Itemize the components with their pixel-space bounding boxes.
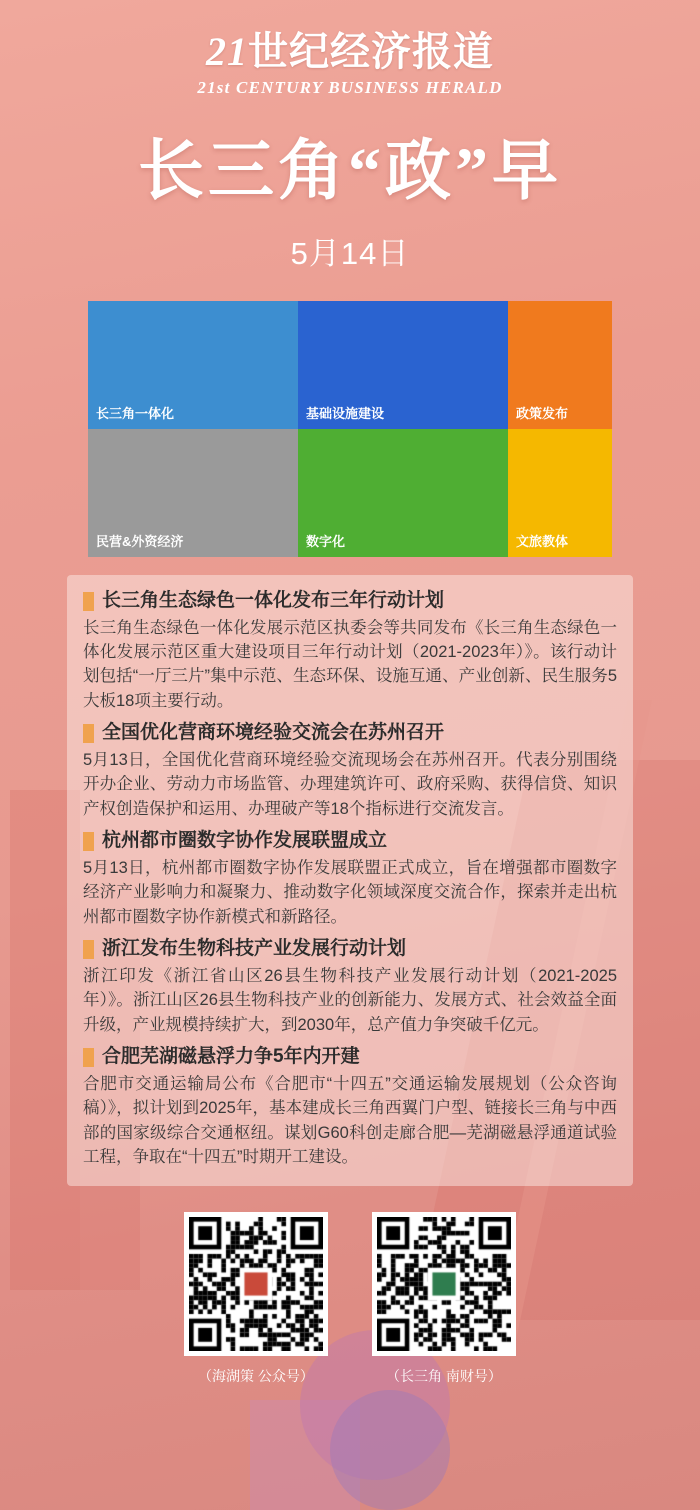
news-card [67, 575, 633, 1186]
news-heading [83, 1045, 617, 1069]
page-title: 长三角“政”早 [138, 135, 562, 208]
decorative-square [250, 1400, 360, 1510]
category-label-3: 民营&外资经济 [96, 533, 184, 549]
category-cell-3[interactable] [88, 429, 298, 557]
news-body: 长三角生态绿色一体化发展示范区执委会等共同发布《长三角生态绿色一体化发展示范区重大建设项目三年行动计划（2021-2023年）》。该行动计划包括“一厅三片”集中示范、生态环保、设施互通、产业创新、民生服务5大板18项主要行动。 [83, 618, 617, 710]
category-label-4: 数字化 [306, 533, 346, 549]
haihuce-qr[interactable] [184, 1212, 328, 1356]
qr-caption-0: （海湖策 公众号） [198, 1367, 314, 1384]
qr-caption-1: （长三角 南财号） [386, 1367, 502, 1384]
category-cell-2[interactable] [508, 301, 612, 429]
news-heading [83, 829, 617, 853]
masthead-title-cn-text: 世纪经济报道 [248, 29, 494, 74]
category-cell-1[interactable] [298, 301, 508, 429]
news-title: 合肥芜湖磁悬浮力争5年内开建 [102, 1046, 360, 1068]
category-cell-4[interactable] [298, 429, 508, 557]
news-heading [83, 589, 617, 613]
category-cell-5[interactable] [508, 429, 612, 557]
category-label-0: 长三角一体化 [96, 405, 175, 421]
masthead [0, 0, 700, 98]
masthead-number: 21 [206, 29, 248, 74]
news-heading [83, 721, 617, 745]
news-title: 杭州都市圈数字协作发展联盟成立 [102, 830, 388, 852]
changsanjiao-qr[interactable] [372, 1212, 516, 1356]
news-body: 合肥市交通运输局公布《合肥市“十四五”交通运输发展规划（公众咨询稿）》，拟计划到2025年，基本建成长三角西翼门户型、链接长三角与中西部的国家级综合交通枢纽。谋划G60科创走廊合肥—芜湖磁悬浮通道试验工程，争取在“十四五”时期开工建设。 [83, 1074, 617, 1167]
news-title: 浙江发布生物科技产业发展行动计划 [102, 938, 407, 960]
category-label-2: 政策发布 [516, 405, 569, 421]
category-grid [88, 301, 612, 557]
news-item [83, 829, 617, 929]
qr-row [0, 1212, 700, 1386]
news-body: 浙江印发《浙江省山区26县生物科技产业发展行动计划（2021-2025年）》。浙江山区26县生物科技产业的创新能力、发展方式、社会效益全面升级，产业规模持续扩大，到2030年，总产值力争突破千亿元。 [83, 966, 617, 1034]
news-item [83, 589, 617, 713]
news-item [83, 721, 617, 821]
category-cell-0[interactable] [88, 301, 298, 429]
masthead-title-en: 21st CENTURY BUSINESS HERALD [197, 78, 503, 97]
news-title: 长三角生态绿色一体化发布三年行动计划 [102, 589, 445, 611]
bullet-mark-icon [83, 1048, 94, 1067]
qr-block-0 [184, 1212, 328, 1386]
masthead-title-cn [0, 30, 700, 74]
category-label-5: 文旅教体 [516, 533, 569, 549]
news-item [83, 1045, 617, 1169]
news-heading [83, 937, 617, 961]
bullet-mark-icon [83, 940, 94, 959]
news-body: 5月13日，杭州都市圈数字协作发展联盟正式成立，旨在增强都市圈数字经济产业影响力和凝聚力、推动数字化领域深度交流合作，探索并走出杭州都市圈数字协作新模式和新路径。 [83, 858, 617, 926]
date-label: 5月14日 [290, 235, 410, 271]
category-label-1: 基础设施建设 [306, 405, 385, 421]
bullet-mark-icon [83, 592, 94, 611]
news-title: 全国优化营商环境经验交流会在苏州召开 [102, 722, 445, 744]
decorative-circle-2 [330, 1390, 450, 1510]
bullet-mark-icon [83, 724, 94, 743]
bullet-mark-icon [83, 832, 94, 851]
qr-block-1 [372, 1212, 516, 1386]
title-block [0, 134, 700, 273]
news-item [83, 937, 617, 1037]
news-body: 5月13日，全国优化营商环境经验交流现场会在苏州召开。代表分别围绕开办企业、劳动力市场监管、办理建筑许可、政府采购、获得信贷、知识产权创造保护和运用、办理破产等18个指标进行交流发言。 [83, 751, 617, 818]
